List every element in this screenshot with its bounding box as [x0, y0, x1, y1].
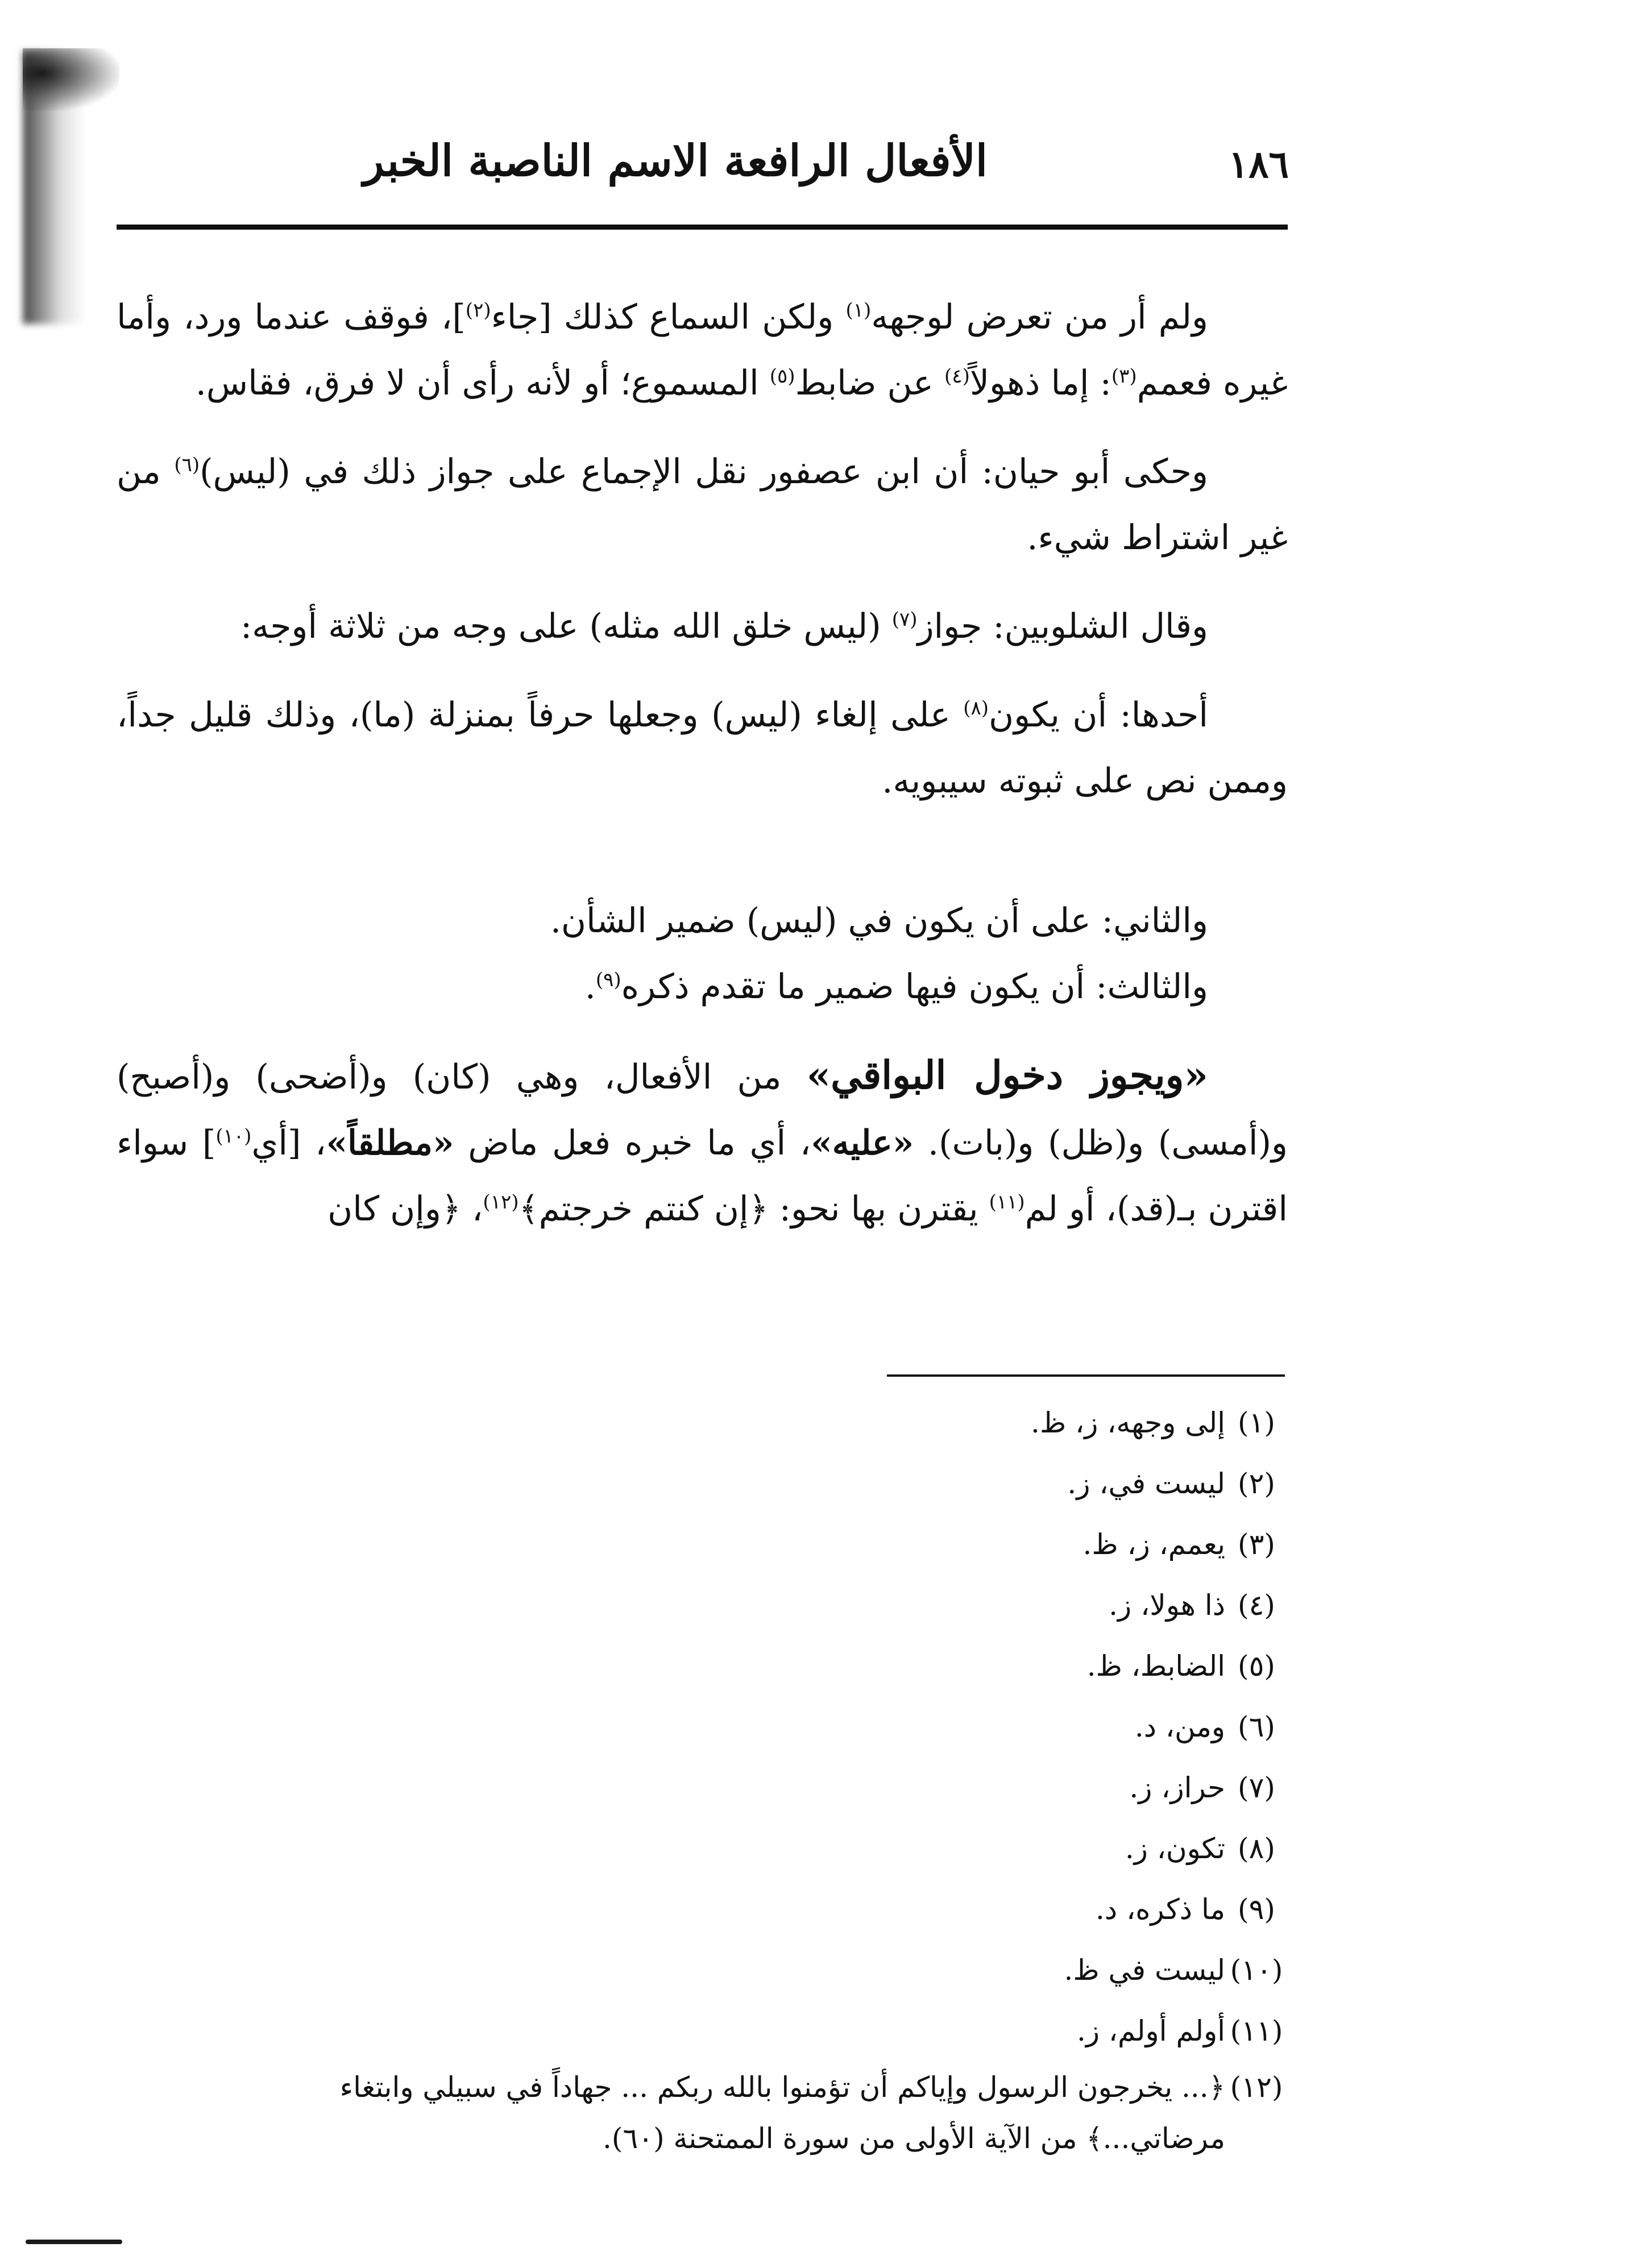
footnote-text: ما ذكره، د. — [1096, 1893, 1225, 1926]
footnote-number: (١) — [1238, 1406, 1275, 1439]
text-run: ، أي ما خبره فعل ماض — [454, 1123, 811, 1163]
text-run: والثاني: على أن يكون في (ليس) ضمير الشأن. — [550, 901, 1208, 941]
footnote-ref: (١٢) — [483, 1191, 519, 1214]
footnote — [117, 1697, 1288, 1758]
footnote-text: ومن، د. — [1134, 1710, 1225, 1743]
footnote — [117, 1758, 1288, 1818]
text-run: ، [أي — [251, 1123, 326, 1163]
footnote-ref: (٧) — [891, 608, 918, 631]
footnote-number: (٢) — [1238, 1467, 1275, 1500]
bold-matn-text: «عليه» — [811, 1123, 914, 1163]
footnote-continuation: مرضاتي...﴾ من الآية الأولى من سورة الممتحنة (٦٠). — [602, 2122, 1225, 2155]
paragraph-4 — [117, 682, 1288, 814]
text-run: عن ضابط — [795, 363, 945, 403]
text-run: ]، فوقف عندما ورد، وأما غيره فعمم — [117, 297, 1288, 403]
footnote-separator — [887, 1374, 1285, 1377]
text-run: من غير اشتراط شيء. — [117, 452, 1288, 558]
footnote-number: (١٠) — [1230, 1954, 1283, 1987]
footnote-number: (٣) — [1238, 1528, 1275, 1561]
footnote-ref: (٢) — [465, 299, 491, 322]
footnote-text: تكون، ز. — [1125, 1832, 1225, 1865]
footnote-text: حراز، ز. — [1129, 1771, 1225, 1804]
main-text — [117, 284, 1288, 1242]
text-run: : إما ذهولاً — [969, 363, 1111, 403]
running-title: الأفعال الرافعة الاسم الناصبة الخبر — [363, 135, 988, 186]
footnote-ref: (٣) — [1111, 365, 1137, 388]
footnote-ref: (١٠) — [215, 1125, 252, 1148]
header-rule — [117, 225, 1288, 230]
paragraph-3 — [117, 593, 1288, 659]
bold-matn-text: «مطلقاً» — [326, 1123, 454, 1163]
text-run: (ليس خلق الله مثله) على وجه من ثلاثة أوجه: — [240, 607, 892, 646]
footnote-number: (١٢) — [1230, 2071, 1283, 2104]
footnotes — [117, 1393, 1288, 2155]
text-run: ولم أر من تعرض لوجهه — [871, 297, 1208, 337]
text-run: ، ﴿وإن كان — [327, 1189, 483, 1229]
footnote-text: أولم أولم، ز. — [1076, 2014, 1225, 2047]
page-number: ١٨٦ — [1228, 142, 1289, 186]
text-run: يقترن بها نحو: ﴿إن كنتم خرجتم﴾ — [519, 1189, 989, 1229]
footnote-number: (٧) — [1238, 1771, 1275, 1804]
text-run: والثالث: أن يكون فيها ضمير ما تقدم ذكره — [621, 967, 1208, 1007]
footnote-number: (٨) — [1238, 1832, 1275, 1865]
text-run: . — [584, 967, 596, 1007]
footnote — [117, 2062, 1288, 2155]
footnote — [117, 2001, 1288, 2062]
footnote — [117, 1818, 1288, 1879]
footnote-number: (٩) — [1238, 1893, 1275, 1926]
footnote — [117, 1453, 1288, 1514]
paragraph-6 — [117, 954, 1288, 1020]
footnote — [117, 1393, 1288, 1453]
text-run: أحدها: أن يكون — [989, 695, 1208, 735]
paragraph-7 — [117, 1042, 1288, 1242]
paragraph-2 — [117, 439, 1288, 571]
footnote-text: ذا هولا، ز. — [1109, 1589, 1225, 1622]
footnote — [117, 1879, 1288, 1940]
footnote-text: ﴿... يخرجون الرسول وإياكم أن تؤمنوا بالله ربكم ... جهاداً في سبيلي وابتغاء — [339, 2071, 1225, 2104]
text-run: من الأفعال، وهي (كان) و(أضحى) و(أصبح) و(أمسى) و(ظل) و(بات). — [117, 1057, 1288, 1163]
text-run: وحكى أبو حيان: أن ابن عصفور نقل الإجماع على جواز ذلك في (ليس) — [200, 452, 1208, 492]
text-run: ولكن السماع كذلك [جاء — [491, 297, 846, 337]
footnote-ref: (٤) — [944, 365, 970, 388]
footnote-text: يعمم، ز، ظ. — [1082, 1528, 1225, 1561]
footnote-number: (٥) — [1238, 1650, 1275, 1683]
footnote-ref: (١) — [845, 299, 872, 322]
scan-bottom-mark — [26, 2240, 122, 2244]
paragraph-5 — [117, 888, 1288, 954]
footnote-number: (١١) — [1230, 2014, 1283, 2047]
footnote-number: (٤) — [1238, 1589, 1275, 1622]
paragraph-1 — [117, 284, 1288, 416]
footnote — [117, 1514, 1288, 1575]
footnote-ref: (٩) — [595, 969, 621, 991]
footnote — [117, 1636, 1288, 1697]
bold-matn-text: «ويجوز دخول البواقي» — [806, 1053, 1208, 1098]
footnote-text: إلى وجهه، ز، ظ. — [1031, 1406, 1225, 1439]
page-header — [119, 131, 1289, 199]
footnote-ref: (١١) — [989, 1191, 1025, 1214]
footnote-text: الضابط، ظ. — [1086, 1650, 1225, 1683]
footnote-ref: (٦) — [174, 454, 200, 476]
scan-corner-mark — [23, 48, 119, 111]
text-run: ] سواء اقترن بـ(قد)، أو لم — [117, 1123, 1288, 1229]
text-run: وقال الشلوبين: جواز — [917, 607, 1208, 646]
footnote — [117, 1940, 1288, 2001]
footnote-number: (٦) — [1238, 1710, 1275, 1743]
footnote-ref: (٨) — [963, 697, 989, 720]
footnote-text: ليست في، ز. — [1067, 1467, 1225, 1500]
text-run: على إلغاء (ليس) وجعلها حرفاً بمنزلة (ما)، وذلك قليل جداً، وممن نص على ثبوته سيبويه. — [117, 695, 1288, 801]
footnote — [117, 1575, 1288, 1636]
text-run: المسموع؛ أو لأنه رأى أن لا فرق، فقاس. — [195, 363, 770, 403]
footnote-ref: (٥) — [769, 365, 795, 388]
footnote-text: ليست في ظ. — [1064, 1954, 1225, 1987]
